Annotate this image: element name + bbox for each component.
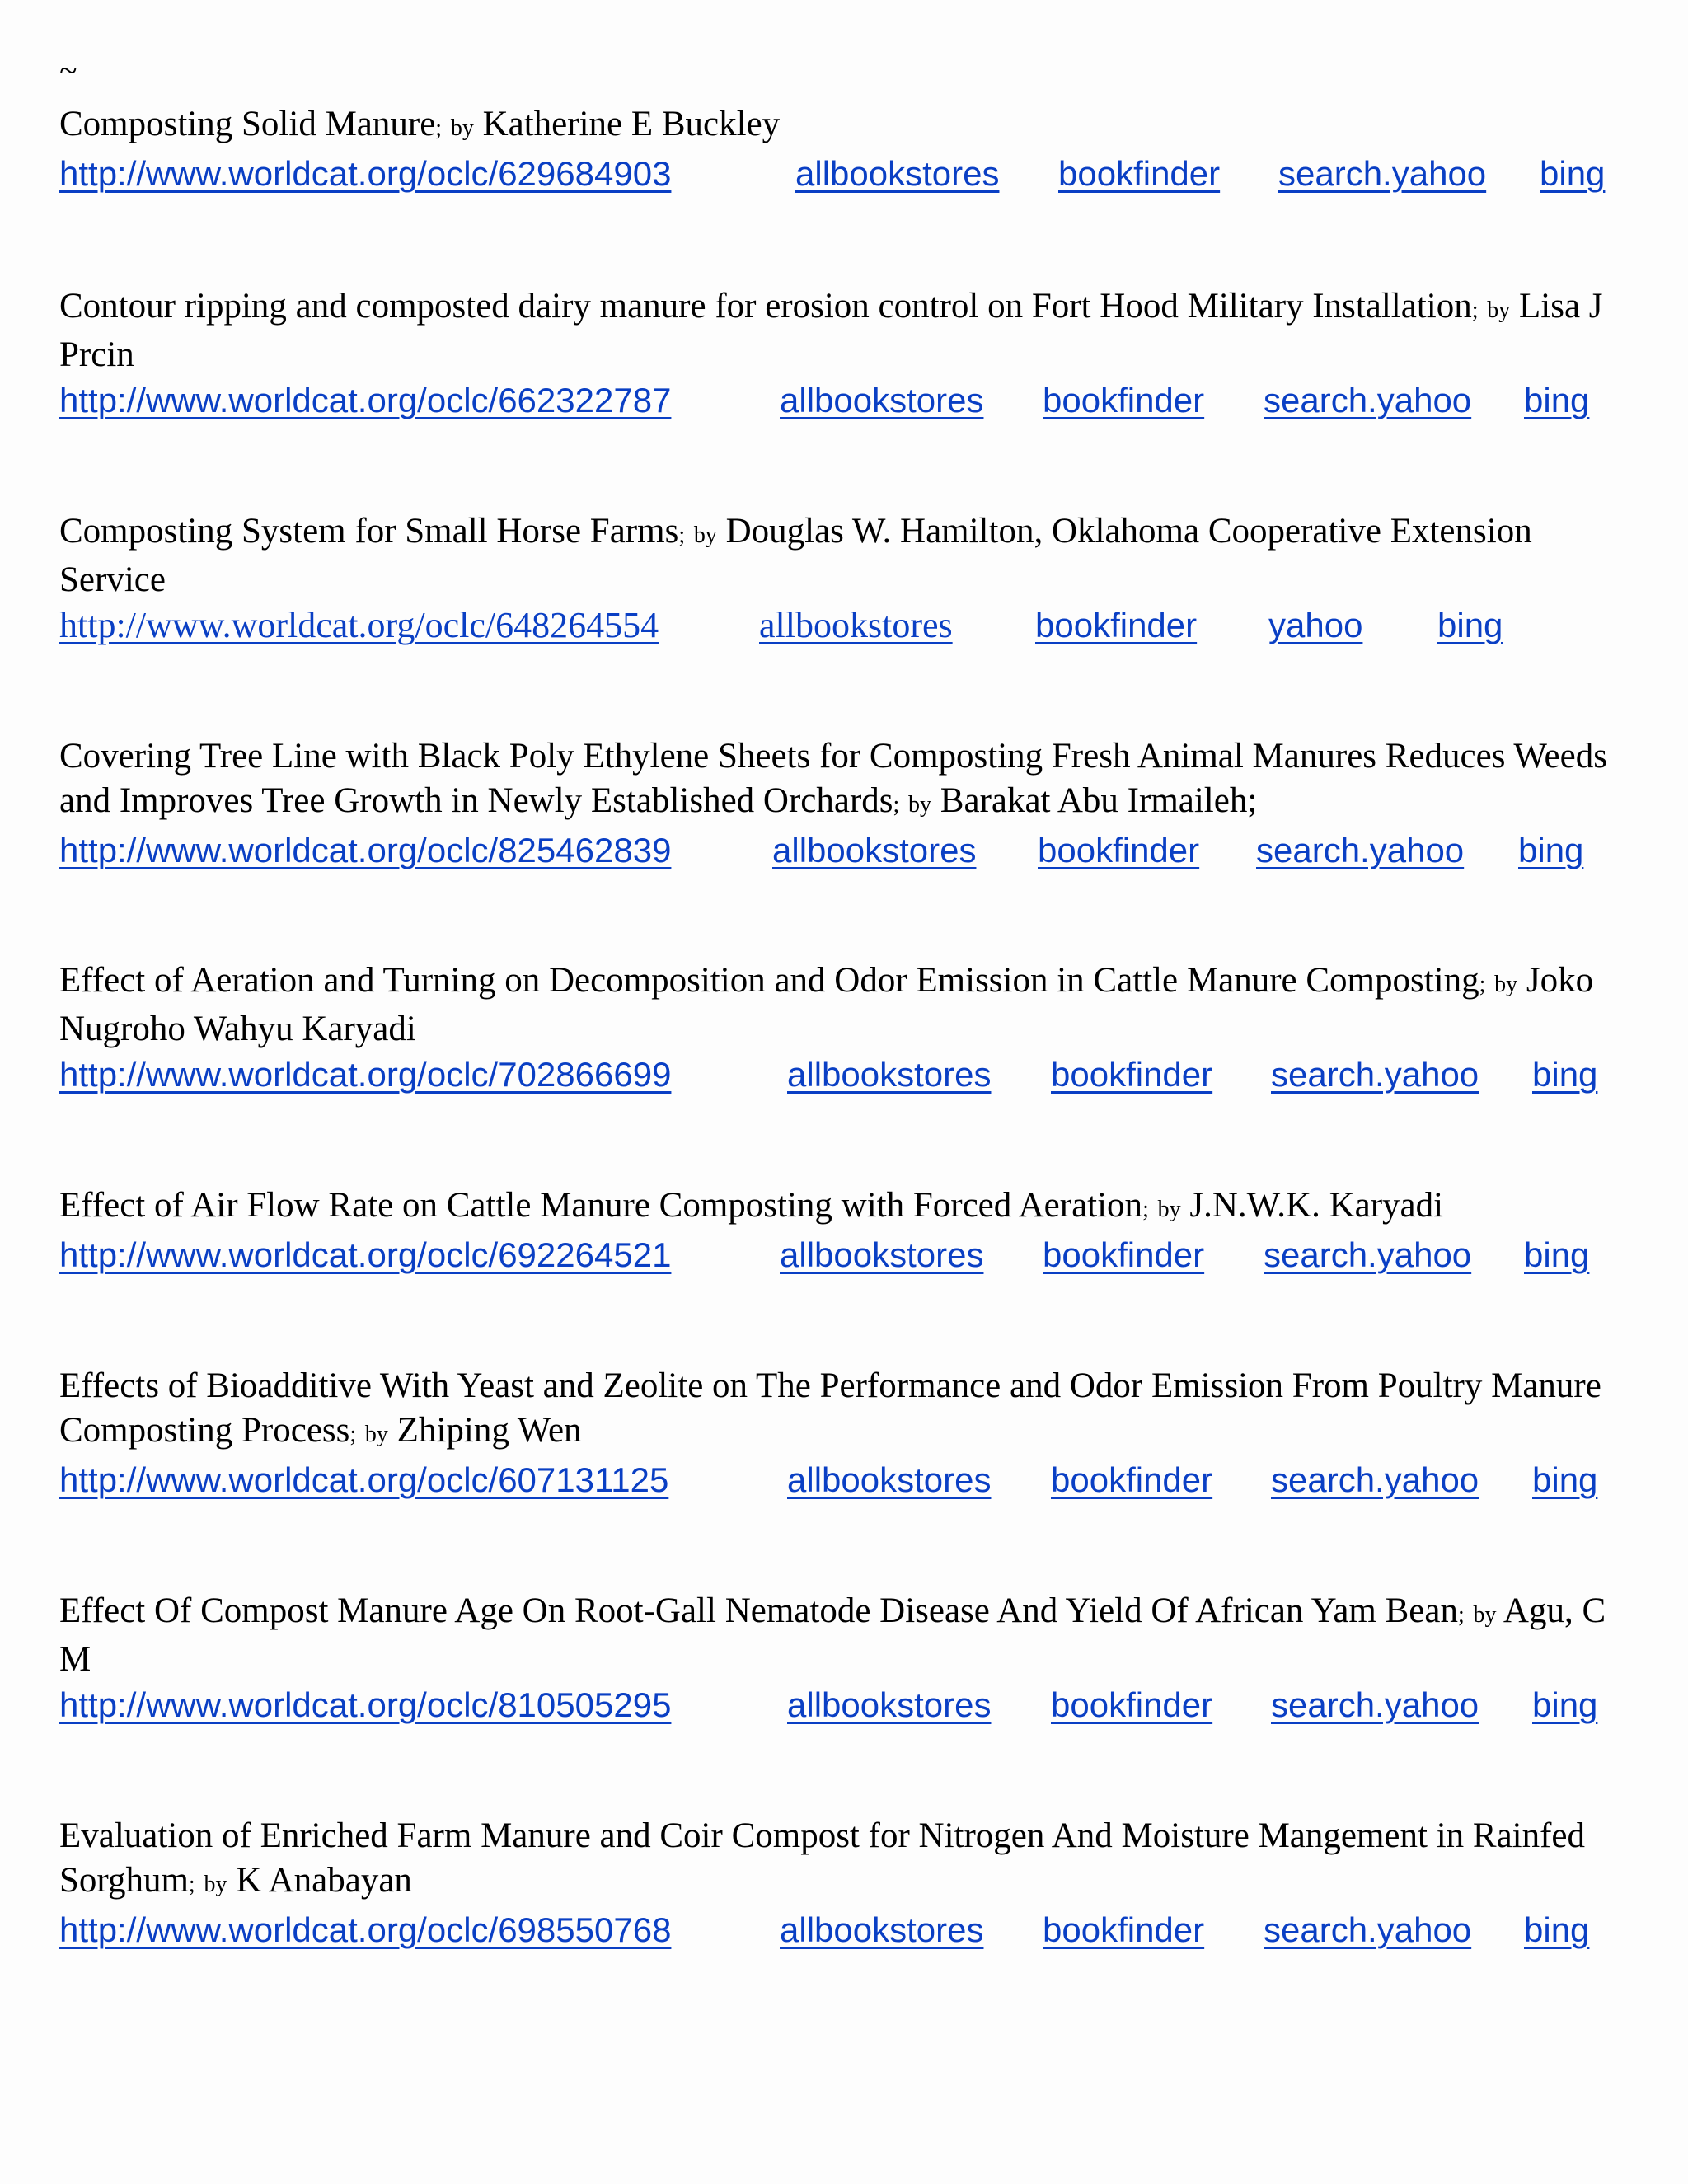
entry-title-line: [59, 734, 1642, 827]
worldcat-link[interactable]: http://www.worldcat.org/oclc/698550768: [59, 1910, 672, 1949]
entry-links: [59, 1232, 1642, 1280]
bing-link[interactable]: bing: [1532, 1460, 1598, 1499]
entry-links: [59, 827, 1642, 875]
entry-links: [59, 602, 1642, 650]
by-label: by: [1487, 298, 1511, 323]
allbookstores-link[interactable]: allbookstores: [787, 1460, 992, 1499]
entry-author: K Anabayan: [236, 1861, 412, 1900]
tilde-mark: ~: [59, 52, 77, 89]
entry-title-line: [59, 1183, 1642, 1232]
bookfinder-link[interactable]: bookfinder: [1043, 1910, 1205, 1949]
list-item: [59, 734, 1642, 875]
list-item: [59, 958, 1642, 1099]
semicolon: ;: [435, 115, 443, 141]
bing-link[interactable]: bing: [1532, 1055, 1598, 1094]
entry-links: [59, 151, 1642, 199]
bookfinder-link[interactable]: bookfinder: [1051, 1460, 1213, 1499]
semicolon: ;: [1142, 1197, 1149, 1222]
search-yahoo-link[interactable]: search.yahoo: [1271, 1685, 1479, 1724]
bing-link[interactable]: bing: [1524, 1910, 1590, 1949]
by-label: by: [364, 1422, 388, 1447]
entry-author: J.N.W.K. Karyadi: [1189, 1186, 1444, 1225]
bookfinder-link[interactable]: bookfinder: [1058, 154, 1221, 193]
entry-title: Effect of Air Flow Rate on Cattle Manure Composting with Forced Aeration: [59, 1186, 1143, 1225]
entry-title-line: [59, 958, 1642, 1052]
entry-author: Douglas W. Hamilton, Oklahoma Cooperative Extension Service: [59, 512, 1532, 599]
by-label: by: [204, 1872, 227, 1897]
bookfinder-link[interactable]: bookfinder: [1038, 831, 1200, 869]
entry-title: Effect of Aeration and Turning on Decomposition and Odor Emission in Cattle Manure Composting: [59, 961, 1479, 1000]
worldcat-link[interactable]: http://www.worldcat.org/oclc/692264521: [59, 1235, 672, 1274]
search-yahoo-link[interactable]: search.yahoo: [1264, 1910, 1472, 1949]
entry-links: [59, 1682, 1642, 1730]
bing-link[interactable]: bing: [1524, 381, 1590, 419]
search-yahoo-link[interactable]: search.yahoo: [1271, 1055, 1479, 1094]
allbookstores-link[interactable]: allbookstores: [787, 1685, 992, 1724]
allbookstores-link[interactable]: allbookstores: [780, 1910, 984, 1949]
entry-title: Effect Of Compost Manure Age On Root-Gall Nematode Disease And Yield Of African Yam Bean: [59, 1591, 1458, 1630]
entry-links: [59, 1457, 1642, 1505]
worldcat-link[interactable]: http://www.worldcat.org/oclc/810505295: [59, 1685, 672, 1724]
entry-title-line: [59, 1814, 1642, 1907]
bing-link[interactable]: bing: [1524, 1235, 1590, 1274]
worldcat-link[interactable]: http://www.worldcat.org/oclc/648264554: [59, 605, 659, 645]
entry-author: Katherine E Buckley: [482, 105, 781, 143]
entry-title: Composting System for Small Horse Farms: [59, 512, 679, 551]
bookfinder-link[interactable]: bookfinder: [1035, 606, 1198, 644]
entry-author: Lisa J Prcin: [59, 287, 1603, 374]
semicolon: ;: [678, 523, 686, 548]
entry-author: Agu, C M: [59, 1591, 1606, 1679]
entry-title-line: [59, 1589, 1642, 1682]
semicolon: ;: [1471, 298, 1479, 323]
by-label: by: [908, 792, 932, 818]
list-item: [59, 1589, 1642, 1730]
by-label: by: [1494, 972, 1518, 997]
by-label: by: [1157, 1197, 1181, 1222]
search-yahoo-link[interactable]: search.yahoo: [1264, 1235, 1472, 1274]
semicolon: ;: [893, 792, 900, 818]
entry-links: [59, 377, 1642, 425]
entry-title-line: [59, 102, 1642, 151]
semicolon: ;: [349, 1422, 357, 1447]
entry-title-line: [59, 509, 1642, 602]
semicolon: ;: [188, 1872, 195, 1897]
entry-author: Zhiping Wen: [396, 1411, 582, 1450]
entry-links: [59, 1907, 1642, 1955]
allbookstores-link[interactable]: allbookstores: [780, 381, 984, 419]
worldcat-link[interactable]: http://www.worldcat.org/oclc/629684903: [59, 154, 672, 193]
semicolon: ;: [1479, 972, 1486, 997]
search-yahoo-link[interactable]: search.yahoo: [1256, 831, 1465, 869]
worldcat-link[interactable]: http://www.worldcat.org/oclc/662322787: [59, 381, 672, 419]
allbookstores-link[interactable]: allbookstores: [780, 1235, 984, 1274]
allbookstores-link[interactable]: allbookstores: [795, 154, 1000, 193]
list-item: [59, 1364, 1642, 1505]
by-label: by: [1473, 1602, 1497, 1628]
allbookstores-link[interactable]: allbookstores: [772, 831, 977, 869]
worldcat-link[interactable]: http://www.worldcat.org/oclc/702866699: [59, 1055, 672, 1094]
bing-link[interactable]: bing: [1437, 606, 1503, 644]
entry-links: [59, 1052, 1642, 1099]
bookfinder-link[interactable]: bookfinder: [1043, 381, 1205, 419]
bing-link[interactable]: bing: [1518, 831, 1584, 869]
entry-title: Contour ripping and composted dairy manure for erosion control on Fort Hood Military Installation: [59, 287, 1472, 326]
yahoo-link[interactable]: yahoo: [1268, 606, 1363, 644]
bookfinder-link[interactable]: bookfinder: [1051, 1685, 1213, 1724]
entry-title: Covering Tree Line with Black Poly Ethylene Sheets for Composting Fresh Animal Manures Reduces Weeds and Improves Tree Growth in Newly Established Orchards: [59, 737, 1607, 820]
bing-link[interactable]: bing: [1540, 154, 1606, 193]
entry-title: Composting Solid Manure: [59, 105, 436, 143]
bookfinder-link[interactable]: bookfinder: [1043, 1235, 1205, 1274]
search-yahoo-link[interactable]: search.yahoo: [1278, 154, 1487, 193]
search-yahoo-link[interactable]: search.yahoo: [1271, 1460, 1479, 1499]
entry-title: Effects of Bioadditive With Yeast and Zeolite on The Performance and Odor Emission From Poultry Manure Composting Process: [59, 1366, 1601, 1450]
entry-author: Barakat Abu Irmaileh;: [940, 781, 1258, 820]
search-yahoo-link[interactable]: search.yahoo: [1264, 381, 1472, 419]
worldcat-link[interactable]: http://www.worldcat.org/oclc/825462839: [59, 831, 672, 869]
entry-title-line: [59, 1364, 1642, 1457]
list-item: [59, 1814, 1642, 1955]
semicolon: ;: [1457, 1602, 1465, 1628]
allbookstores-link[interactable]: allbookstores: [787, 1055, 992, 1094]
bookfinder-link[interactable]: bookfinder: [1051, 1055, 1213, 1094]
list-item: [59, 509, 1642, 650]
list-item: [59, 284, 1642, 425]
allbookstores-link[interactable]: allbookstores: [759, 605, 953, 645]
entry-title-line: [59, 284, 1642, 377]
worldcat-link[interactable]: http://www.worldcat.org/oclc/607131125: [59, 1460, 669, 1499]
entry-author: Joko Nugroho Wahyu Karyadi: [59, 961, 1594, 1048]
by-label: by: [450, 115, 474, 141]
entry-title: Evaluation of Enriched Farm Manure and Coir Compost for Nitrogen And Moisture Mangement in Rainfed Sorghum: [59, 1816, 1586, 1900]
list-item: [59, 102, 1642, 199]
bing-link[interactable]: bing: [1532, 1685, 1598, 1724]
by-label: by: [693, 523, 717, 548]
list-item: [59, 1183, 1642, 1280]
